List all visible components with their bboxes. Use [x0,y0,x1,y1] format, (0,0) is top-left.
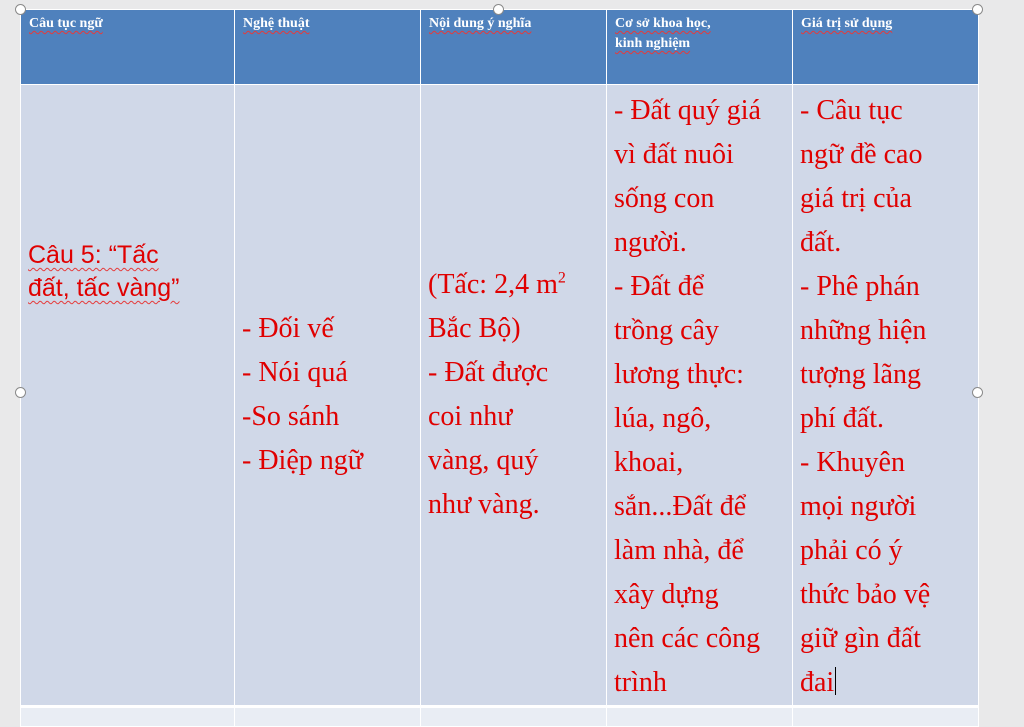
text-cursor [835,667,836,695]
basis-item: - Đất để [614,271,705,302]
empty-cell[interactable] [21,707,235,727]
value-item: ngữ đề cao [800,139,923,170]
meaning-item: vàng, quý [428,445,539,476]
table-row-empty [21,707,979,727]
value-item: phải có ý [800,535,903,566]
cell-basis[interactable] [607,85,793,707]
basis-item: làm nhà, để [614,535,744,566]
value-item: mọi người [800,491,917,522]
value-item: thức bảo vệ [800,579,931,610]
empty-cell[interactable] [235,707,421,727]
art-item: - Đối vế [242,313,334,344]
meaning-item: Bắc Bộ) [428,313,521,344]
cell-art[interactable] [235,85,421,707]
basis-item: vì đất nuôi [614,139,734,170]
proverb-line: Câu 5: “Tấc [28,241,159,269]
basis-item: sống con [614,183,715,214]
table-row [21,85,979,707]
header-art[interactable]: Nghệ thuật [235,10,421,85]
resize-handle-top-center[interactable] [493,4,504,15]
cell-proverb[interactable] [21,85,235,707]
meaning-item: (Tấc: 2,4 $m^2$ [428,269,566,300]
basis-item: xây dựng [614,579,719,610]
art-item: - Điệp ngữ [242,445,363,476]
value-item: - Phê phán [800,271,920,302]
meaning-item: như vàng. [428,489,540,520]
value-item: đất. [800,227,842,258]
header-value[interactable]: Giá trị sử dụng [793,10,979,85]
art-item: -So sánh [242,401,340,432]
empty-cell[interactable] [421,707,607,727]
value-item: giá trị của [800,183,912,214]
basis-item: người. [614,227,687,258]
basis-item: trồng cây [614,315,719,346]
cell-value[interactable] [793,85,979,707]
proverb-line: đất, tấc vàng” [28,274,180,302]
basis-item: sắn...Đất để [614,491,747,522]
basis-item: lương thực: [614,359,744,390]
meaning-item: - Đất được [428,357,549,388]
header-meaning[interactable]: Nội dung ý nghĩa [421,10,607,85]
meaning-item: coi như [428,401,513,432]
value-item: đai [800,667,835,698]
empty-cell[interactable] [793,707,979,727]
resize-handle-top-right[interactable] [972,4,983,15]
value-item: phí đất. [800,403,884,434]
basis-item: nên các công [614,623,761,654]
basis-item: lúa, ngô, [614,403,712,434]
basis-item: khoai, [614,447,684,478]
value-item: tượng lãng [800,359,921,390]
art-item: - Nói quá [242,357,348,388]
basis-item: - Đất quý giá [614,95,761,126]
value-item: những hiện [800,315,927,346]
resize-handle-middle-left[interactable] [15,387,26,398]
header-basis[interactable]: Cơ sở khoa học, kinh nghiệm [607,10,793,85]
cell-meaning[interactable] [421,85,607,707]
value-item: - Câu tục [800,95,903,126]
table-header-row [21,10,979,85]
resize-handle-middle-right[interactable] [972,387,983,398]
basis-item: trình [614,667,667,698]
header-proverb[interactable]: Câu tục ngữ [21,10,235,85]
value-item: - Khuyên [800,447,905,478]
resize-handle-top-left[interactable] [15,4,26,15]
value-item: giữ gìn đất [800,623,921,654]
proverb-table [20,9,979,727]
empty-cell[interactable] [607,707,793,727]
